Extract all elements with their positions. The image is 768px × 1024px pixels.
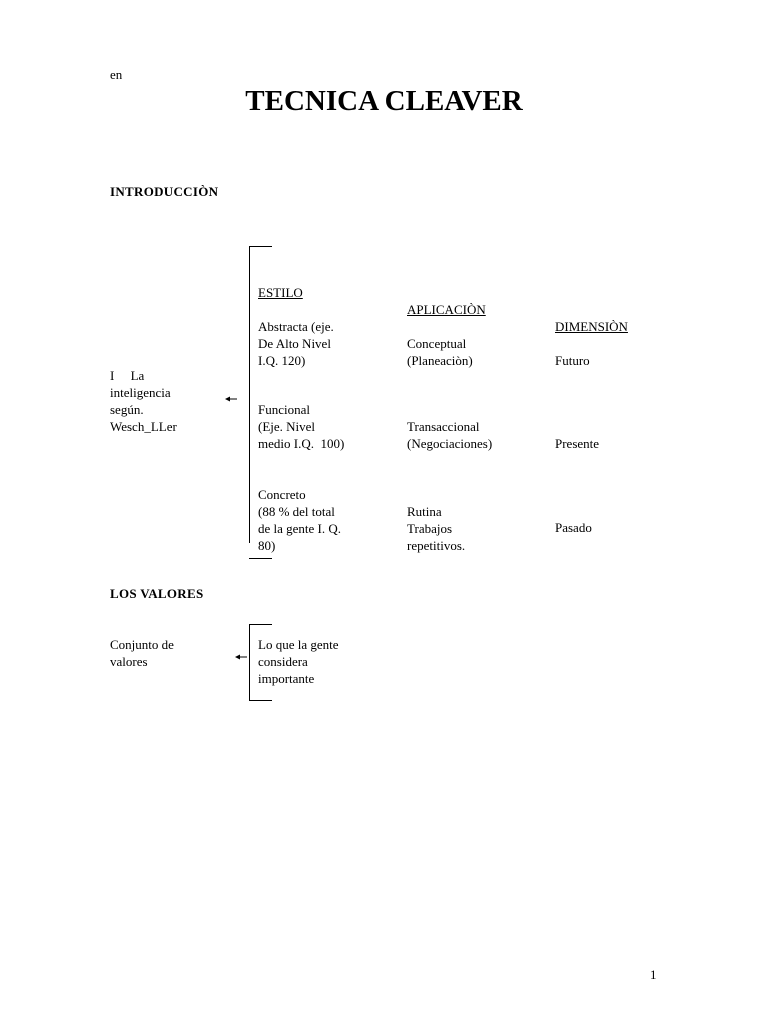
row-3-estilo: Concreto (88 % del total de la gente I. Q. 80)	[258, 487, 342, 553]
header-note: en	[110, 67, 123, 82]
row-2-dimension: Presente	[555, 436, 600, 451]
arrow-left-icon	[234, 650, 248, 664]
values-set-label: Conjunto de valores	[110, 637, 174, 669]
row-2-aplicacion: Transaccional (Negociaciones)	[407, 419, 493, 451]
intelligence-label: I La inteligencia según. Wesch_LLer	[110, 368, 177, 434]
section-heading-los-valores: LOS VALORES	[110, 586, 204, 601]
row-1-aplicacion: Conceptual (Planeaciòn)	[407, 336, 473, 368]
col-header-dimension: DIMENSIÒN	[555, 319, 628, 334]
bracket-top-line	[249, 246, 272, 247]
row-3-aplicacion: Rutina Trabajos repetitivos.	[407, 504, 466, 553]
row-1-dimension: Futuro	[555, 353, 590, 368]
bracket-vertical-line-2	[249, 624, 250, 701]
col-header-aplicacion: APLICACIÒN	[407, 302, 486, 317]
bracket-bottom-line-2	[249, 700, 272, 701]
page-number: 1	[650, 967, 657, 982]
arrow-left-icon	[224, 392, 238, 406]
bracket-bottom-line	[249, 558, 272, 559]
col-header-estilo: ESTILO	[258, 285, 303, 300]
bracket-vertical-line	[249, 246, 250, 543]
bracket-top-line-2	[249, 624, 272, 625]
row-3-dimension: Pasado	[555, 520, 592, 535]
row-1-estilo: Abstracta (eje. De Alto Nivel I.Q. 120)	[258, 319, 334, 368]
row-2-estilo: Funcional (Eje. Nivel medio I.Q. 100)	[258, 402, 345, 451]
values-definition: Lo que la gente considera importante	[258, 637, 339, 686]
section-heading-introduccion: INTRODUCCIÒN	[110, 184, 219, 199]
page-title: TECNICA CLEAVER	[245, 85, 523, 117]
